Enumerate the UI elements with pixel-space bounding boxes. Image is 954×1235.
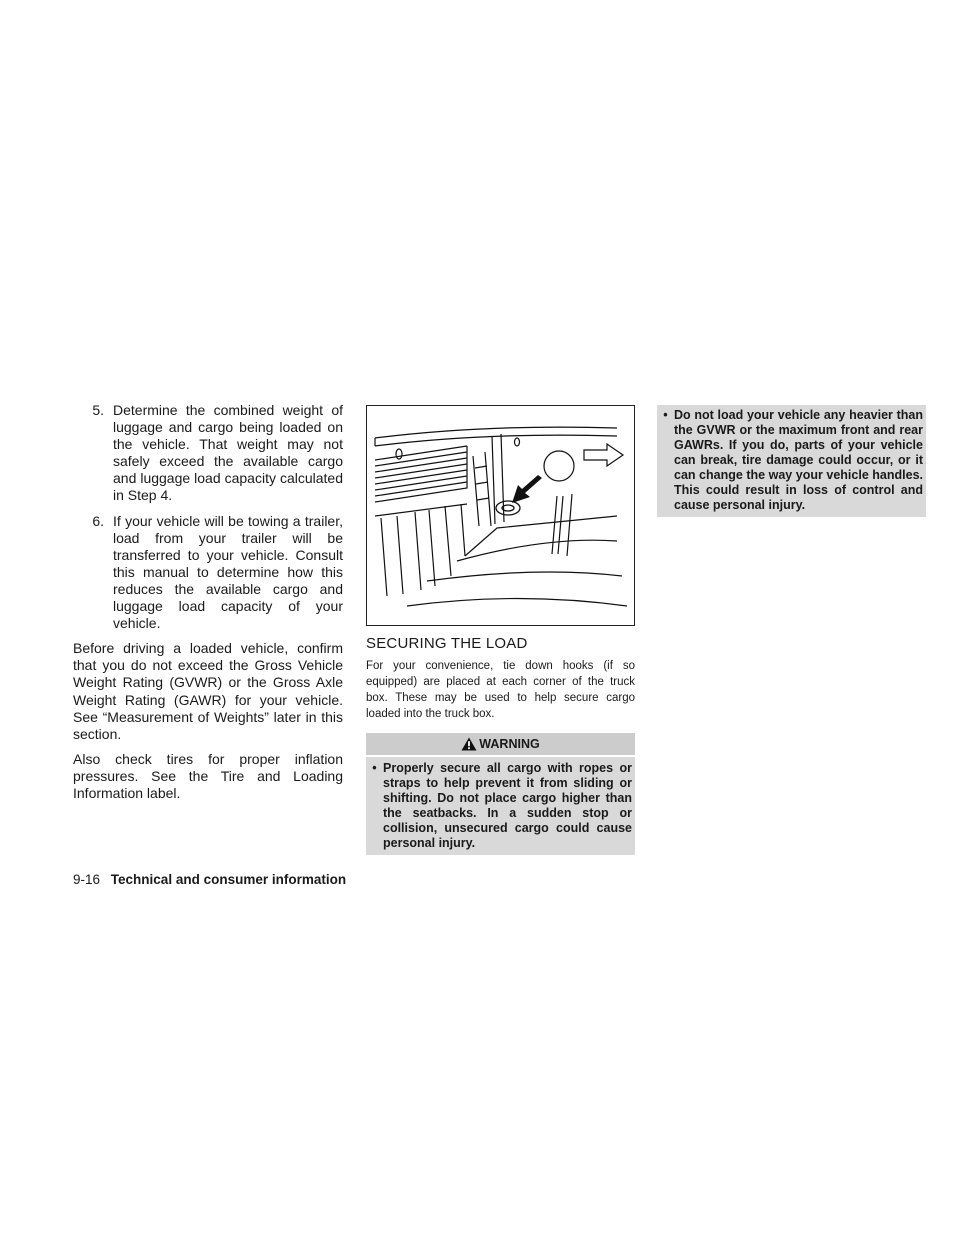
step-text: If your vehicle will be towing a trailer, load from your trailer will be transferred to your vehicle. Consult this manual to determine how this reduces the available cargo and luggage load capacity of your vehicle. <box>113 512 343 632</box>
bullet-dot: • <box>663 408 668 422</box>
warning-bullet <box>657 405 926 517</box>
step-number: 5. <box>92 402 104 418</box>
tie-down-paragraph: For your convenience, tie down hooks (if so equipped) are placed at each corner of the truck box. These may be used to help secure cargo loaded into the truck box. <box>366 660 635 720</box>
warning-triangle-icon <box>461 737 477 751</box>
step-text: Determine the combined weight of luggage and cargo being loaded on the vehicle. That weight may not safely exceed the available cargo and luggage load capacity calculated in Step 4. <box>113 402 343 504</box>
warning-bullet-text: Properly secure all cargo with ropes or straps to help prevent it from sliding or shifting. Do not place cargo higher than the seatbacks. In a sudden stop or collision, unsecured cargo could cause personal injury. <box>383 761 632 850</box>
step-6 <box>73 513 343 633</box>
direction-arrow-icon <box>583 442 625 468</box>
warning-bullet-text: Do not load your vehicle any heavier than the GVWR or the maximum front and rear GAWRs. If you do, parts of your vehicle can break, tire damage could occur, or it can change the way your vehicle handles. This could result in loss of control and cause personal injury. <box>674 408 923 512</box>
warning-box-continued <box>657 405 926 517</box>
right-column <box>657 405 926 517</box>
left-column <box>73 402 343 810</box>
page-footer <box>73 872 346 887</box>
section-heading: SECURING THE LOAD <box>366 635 528 652</box>
page-number: 9-16 <box>73 872 101 887</box>
pointer-arrow-icon <box>512 475 544 505</box>
step-number: 6. <box>92 512 104 529</box>
warning-title: WARNING <box>479 737 540 751</box>
middle-column <box>366 405 635 855</box>
truck-box-illustration <box>366 405 635 626</box>
warning-header <box>366 733 635 757</box>
warning-box <box>366 733 635 855</box>
warning-bullet <box>366 757 635 855</box>
step-5 <box>73 402 343 505</box>
bullet-dot: • <box>372 761 377 775</box>
section-title: Technical and consumer information <box>110 872 347 887</box>
tire-paragraph: Also check tires for proper inflation pressures. See the Tire and Loading Information label. <box>73 750 343 801</box>
gvwr-paragraph: Before driving a loaded vehicle, confirm that you do not exceed the Gross Vehicle Weight Rating (GVWR) or the Gross Axle Weight Rating (GAWR) for your vehicle. See “Measurement of Weights” later in this section. <box>73 640 343 742</box>
